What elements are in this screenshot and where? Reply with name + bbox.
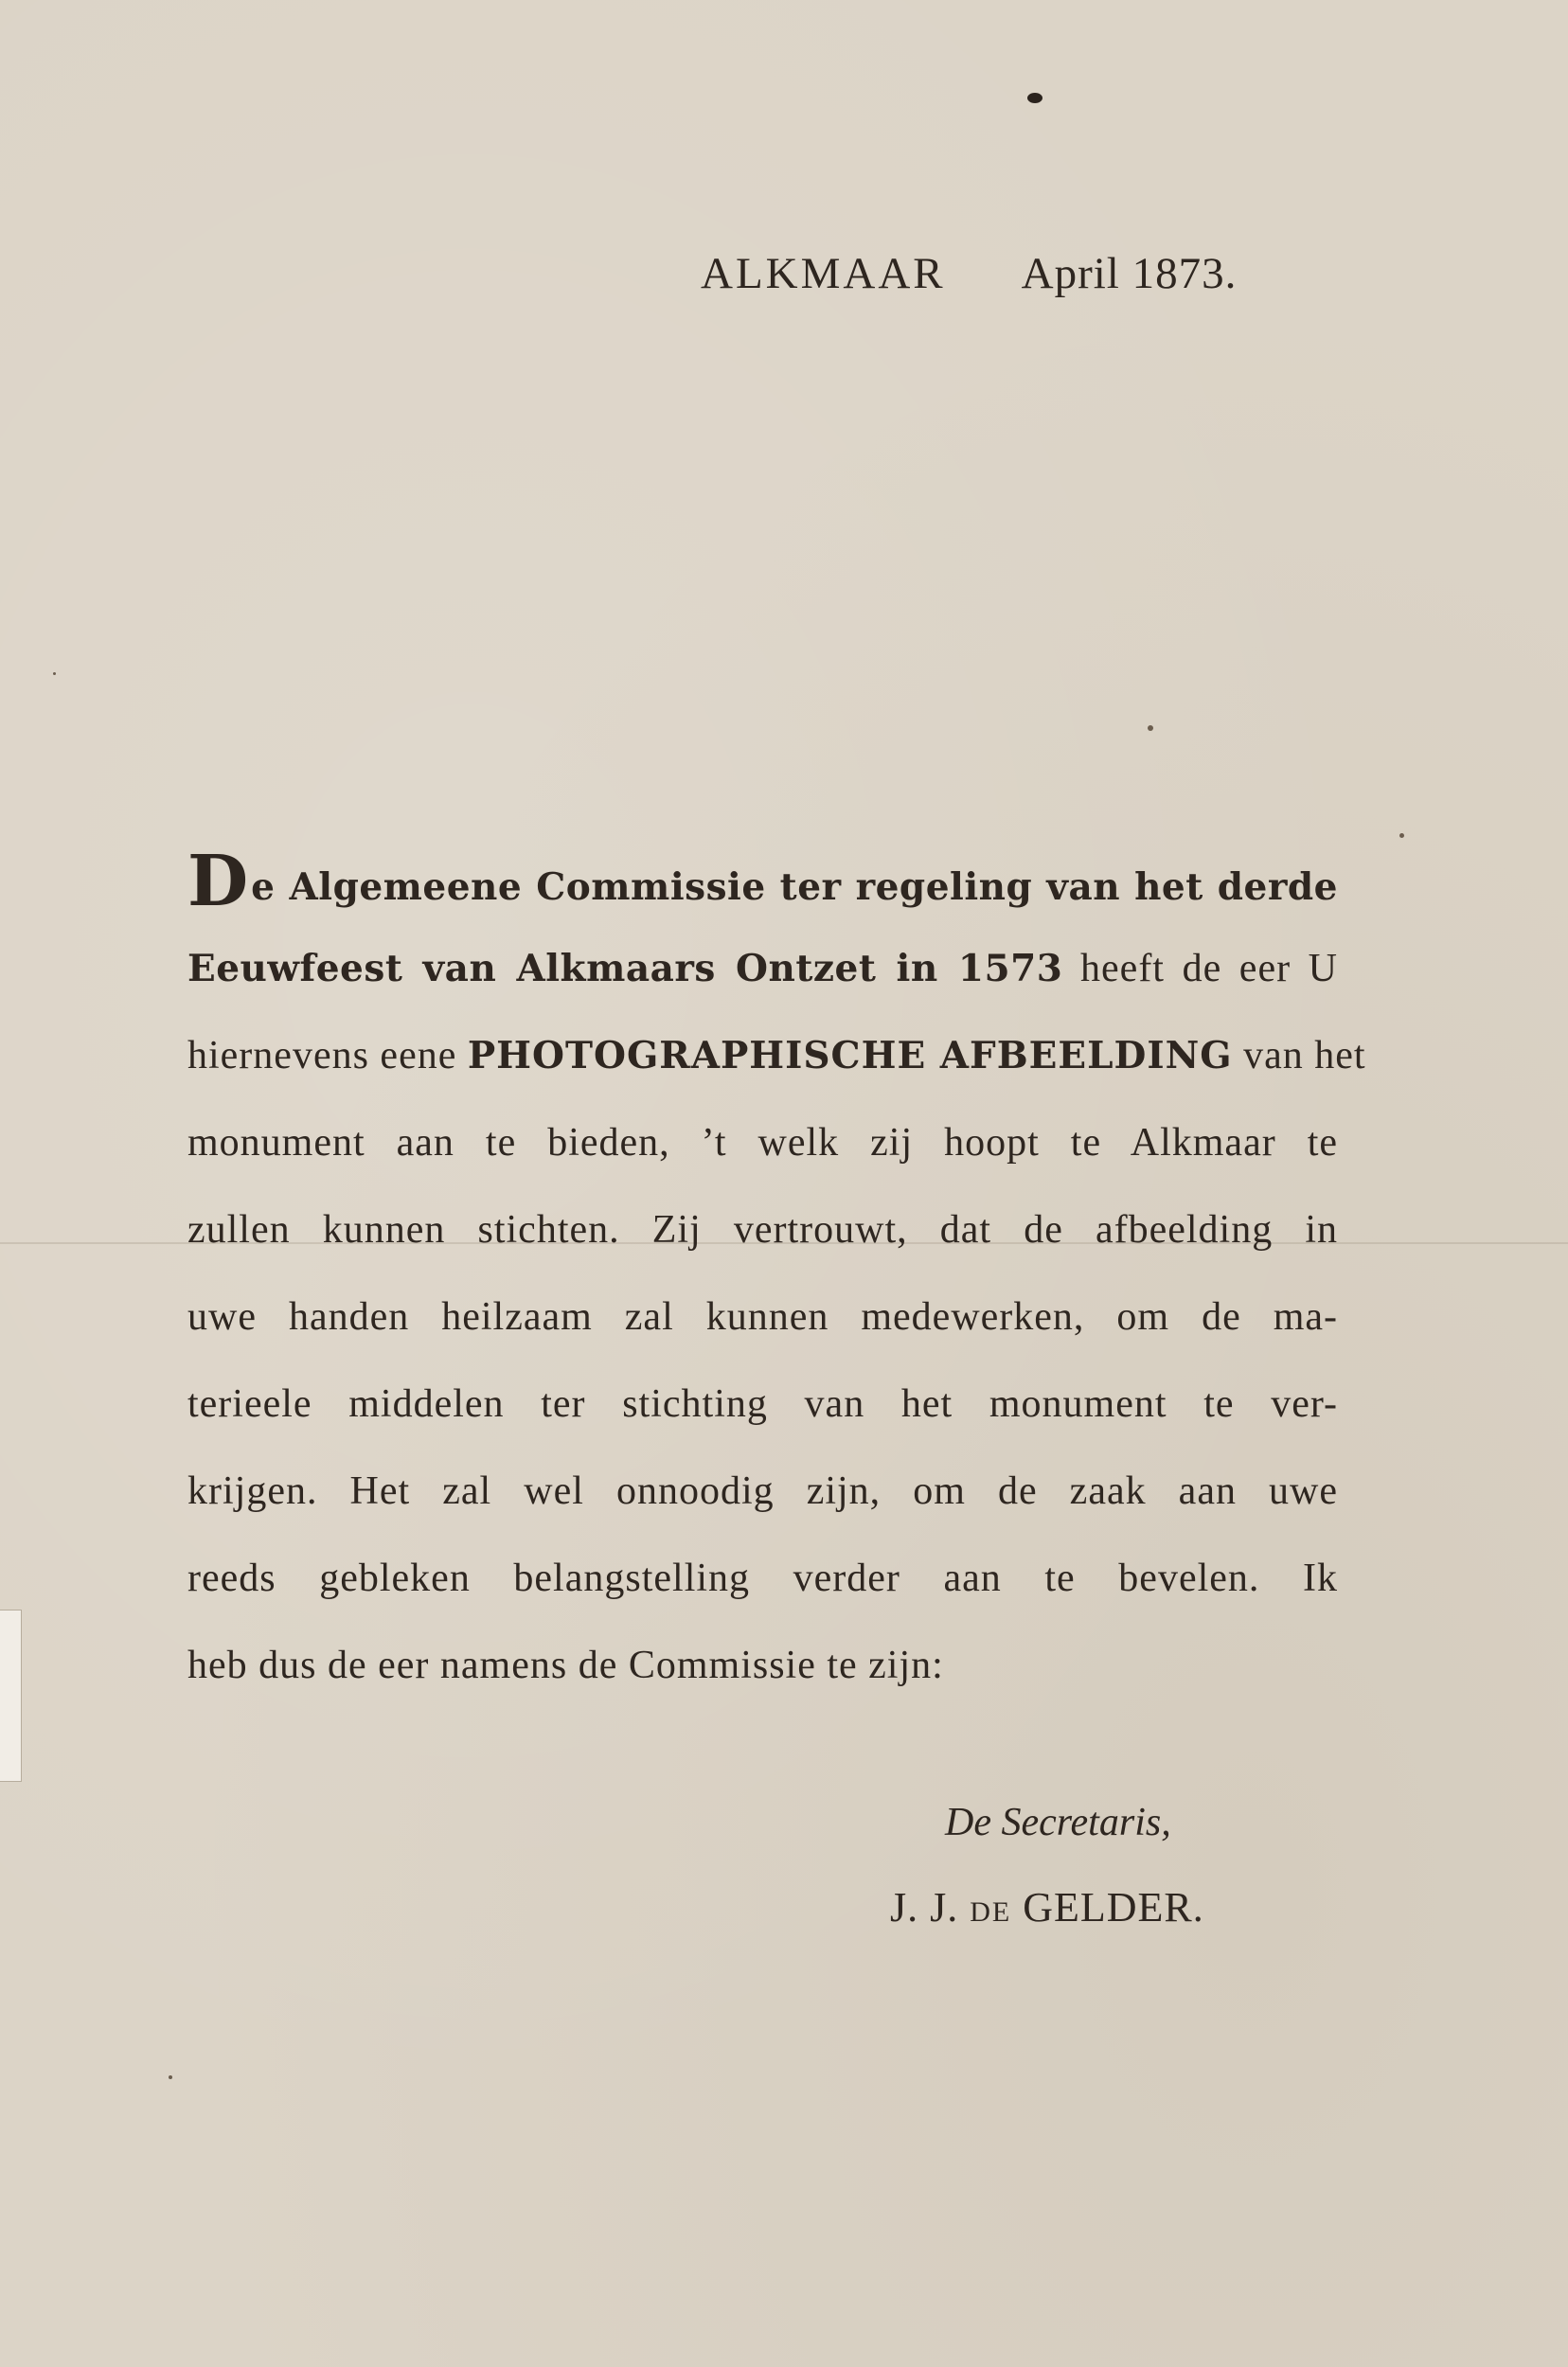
signature-role: De Secretaris, [945, 1801, 1171, 1844]
ink-blot [1027, 93, 1042, 103]
body-bold-text: e Algemeene Commissie ter regeling van het derde [251, 865, 1338, 909]
body-text: van het [1232, 1034, 1366, 1077]
body-line [187, 1448, 1338, 1535]
signature-name [890, 1865, 1288, 1950]
paper-speck [1399, 833, 1404, 838]
body-line [187, 925, 1338, 1012]
body-line [187, 838, 1338, 925]
body-line [187, 1622, 1338, 1709]
dateline [701, 248, 1237, 299]
letter-body [187, 838, 1366, 1709]
body-line [187, 1186, 1338, 1273]
body-bold-text: Eeuwfeest van Alkmaars Ontzet in 1573 [187, 947, 1063, 990]
paper-edge-tab [0, 1610, 22, 1782]
body-text: terieele middelen ter stichting van het monument te ver- [187, 1382, 1338, 1426]
body-text: uwe handen heilzaam zal kunnen medewerken, om de ma- [187, 1295, 1338, 1339]
dateline-date: April 1873. [1021, 249, 1238, 298]
signature-particle: DE [970, 1896, 1012, 1928]
body-text: zullen kunnen stichten. Zij vertrouwt, dat de afbeelding in [187, 1208, 1338, 1252]
body-text: krijgen. Het zal wel onnoodig zijn, om de zaak aan uwe [187, 1469, 1338, 1513]
signature-block [890, 1780, 1288, 1950]
body-text: heeft de eer U [1062, 947, 1338, 990]
signature-initials: J. J. [890, 1884, 959, 1931]
paper-speck [169, 2075, 172, 2079]
body-text: hiernevens eene [187, 1034, 468, 1077]
body-text: monument aan te bieden, ’t welk zij hoopt te Alkmaar te [187, 1121, 1338, 1165]
body-line [187, 1012, 1366, 1099]
body-bold-text: PHOTOGRAPHISCHE AFBEELDING [467, 1034, 1233, 1077]
paper-speck [1148, 725, 1153, 731]
paper-speck [53, 672, 56, 675]
signature-surname: GELDER. [1023, 1884, 1204, 1931]
body-text: reeds gebleken belangstelling verder aan te bevelen. Ik [187, 1557, 1338, 1600]
dateline-place: ALKMAAR [701, 249, 946, 298]
body-line [187, 1099, 1338, 1186]
body-line [187, 1273, 1338, 1361]
body-line [187, 1535, 1338, 1622]
body-text: heb dus de eer namens de Commissie te zijn: [187, 1644, 944, 1687]
body-line [187, 1361, 1338, 1448]
drop-cap: D [187, 841, 250, 922]
